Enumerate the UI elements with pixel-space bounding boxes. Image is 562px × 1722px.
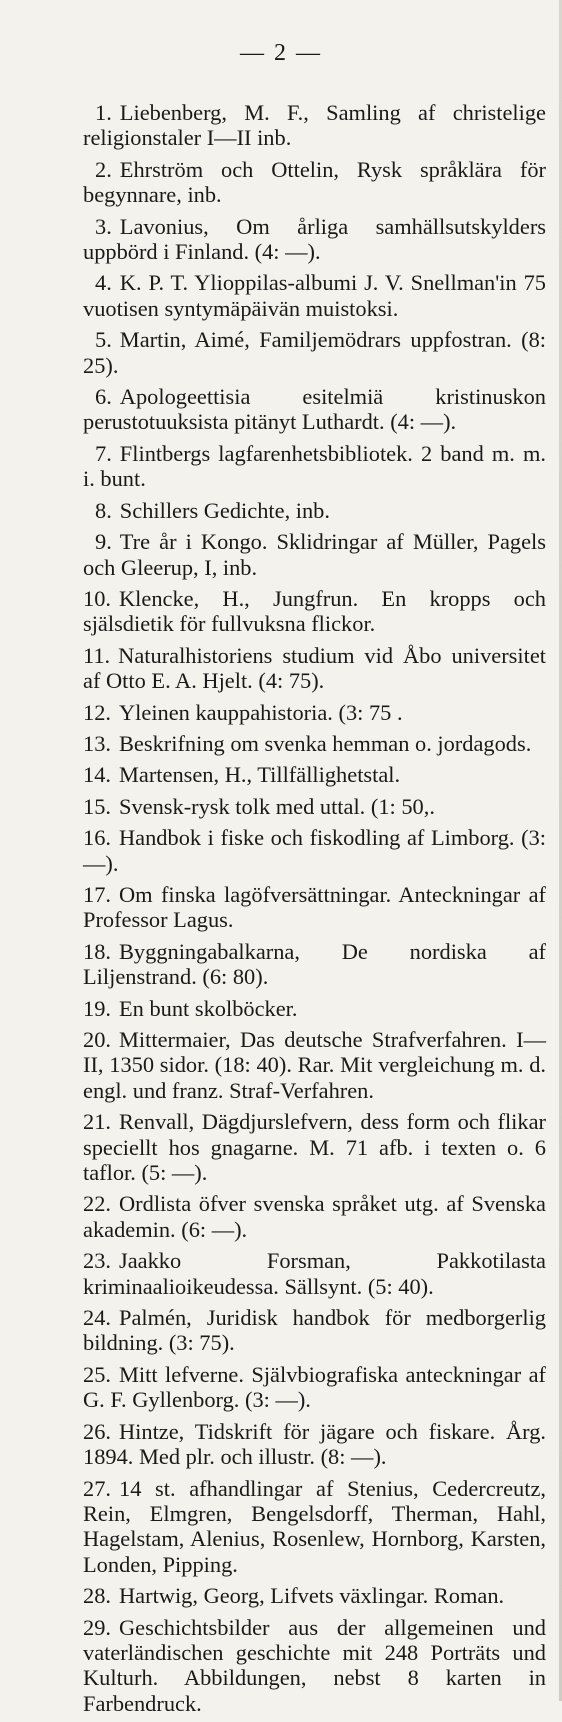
- entry-text: Yleinen kauppahistoria. (3: 75 .: [119, 699, 403, 725]
- catalogue-entry: [83, 441, 546, 492]
- entry-text: Geschichtsbilder aus der allgemeinen und vaterländischen geschichte mit 248 Porträts und Kulturh. Abbildungen, nebst 8 karten in Farbendruck.: [83, 1614, 546, 1716]
- entry-number: 1.: [95, 100, 112, 125]
- entry-text: Beskrifning om svenka hemman o. jordagods.: [119, 730, 532, 756]
- catalogue-entry: [83, 498, 546, 523]
- catalogue-entry: [83, 529, 546, 580]
- entry-text: Apologeettisia esitelmiä kristinuskon perustotuuksista pitänyt Luthardt. (4: —).: [83, 384, 546, 435]
- catalogue-entry: [83, 882, 546, 933]
- entry-number: 28.: [83, 1583, 111, 1609]
- catalogue-entry: [83, 384, 546, 435]
- catalogue-entry: [83, 1362, 546, 1413]
- entry-text: Jaakko Forsman, Pakkotilasta kriminaalioikeudessa. Sällsynt. (5: 40).: [83, 1248, 546, 1299]
- entry-text: 14 st. afhandlingar af Stenius, Cedercreutz, Rein, Elmgren, Bengelsdorff, Therman, Hahl, Hagelstam, Alenius, Rosenlew, Hornborg, Karsten, Londen, Pipping.: [83, 1475, 546, 1577]
- catalogue-entry: [83, 1248, 546, 1299]
- entry-number: 18.: [83, 938, 111, 964]
- catalogue-entry: [83, 700, 546, 725]
- entry-text: Naturalhistoriens studium vid Åbo universitet af Otto E. A. Hjelt. (4: 75).: [83, 642, 546, 694]
- entry-text: Klencke, H., Jungfrun. En kropps och själsdietik för fullvuksna flickor.: [83, 585, 546, 637]
- catalogue-entry: [83, 1305, 546, 1356]
- entry-number: 20.: [83, 1027, 111, 1052]
- catalogue-entry: [83, 214, 546, 265]
- entry-text: Ehrström och Ottelin, Rysk språklära för begynnare, inb.: [83, 156, 546, 208]
- catalogue-entry: [83, 1109, 546, 1185]
- catalogue-entry: [83, 939, 546, 990]
- entry-text: Hartwig, Georg, Lifvets växlingar. Roman.: [119, 1583, 505, 1609]
- entry-text: Mittermaier, Das deutsche Strafverfahren. I—II, 1350 sidor. (18: 40). Rar. Mit vergleichung m. d. engl. und franz. Straf-Verfahren.: [83, 1027, 546, 1103]
- catalogue-entry: [83, 731, 546, 756]
- entry-number: 29.: [83, 1614, 111, 1640]
- catalogue-entry: [83, 762, 546, 787]
- entry-number: 10.: [83, 585, 111, 611]
- catalogue-entry: [83, 1419, 546, 1470]
- entry-number: 14.: [83, 762, 111, 788]
- entry-number: 24.: [83, 1305, 111, 1331]
- entry-text: Svensk-rysk tolk med uttal. (1: 50,.: [119, 793, 435, 819]
- entry-text: Hintze, Tidskrift för jägare och fiskare. Årg. 1894. Med plr. och illustr. (8: —).: [83, 1418, 546, 1470]
- entry-text: Ordlista öfver svenska språket utg. af Svenska akademin. (6: —).: [83, 1191, 546, 1242]
- catalogue-entry: [83, 996, 546, 1021]
- entry-number: 27.: [83, 1475, 111, 1501]
- entry-number: 12.: [83, 699, 111, 725]
- entry-text: Renvall, Dägdjurslefvern, dess form och flikar speciellt hos gnagarne. M. 71 afb. i texten o. 6 taflor. (5: —).: [83, 1109, 546, 1186]
- page-number: — 2 —: [240, 40, 322, 66]
- entry-number: 25.: [83, 1361, 111, 1387]
- entry-text: Palmén, Juridisk handbok för medborgerlig bildning. (3: 75).: [83, 1305, 546, 1356]
- catalogue-entry: [83, 100, 546, 151]
- entry-number: 9.: [95, 529, 112, 555]
- entry-text: Martensen, H., Tillfällighetstal.: [119, 762, 401, 788]
- entry-text: Om finska lagöfversättningar. Anteckningar af Professor Lagus.: [83, 881, 546, 933]
- entry-text: Lavonius, Om årliga samhällsutskylders uppbörd i Finland. (4: —).: [83, 213, 546, 265]
- catalogue-entry: [83, 586, 546, 637]
- entry-number: 5.: [95, 327, 112, 353]
- entry-number: 17.: [83, 881, 111, 907]
- entry-number: 7.: [95, 440, 112, 466]
- entry-text: Handbok i fiske och fiskodling af Limborg. (3: —).: [83, 825, 546, 876]
- entry-number: 22.: [83, 1191, 111, 1217]
- entry-number: 8.: [95, 497, 112, 523]
- entry-text: Martin, Aimé, Familjemödrars uppfostran. (8: 25).: [83, 327, 546, 378]
- entry-text: Mitt lefverne. Självbiografiska anteckningar af G. F. Gyllenborg. (3: —).: [83, 1361, 546, 1413]
- entry-text: Schillers Gedichte, inb.: [119, 497, 330, 523]
- catalogue-entry: [83, 327, 546, 378]
- entry-number: 13.: [83, 730, 111, 756]
- catalogue-entry: [83, 825, 546, 876]
- catalogue-entry: [83, 157, 546, 208]
- entry-number: 15.: [83, 793, 111, 819]
- entry-number: 21.: [83, 1109, 111, 1135]
- entry-number: 23.: [83, 1248, 111, 1274]
- catalogue-entry: [83, 270, 546, 321]
- entry-number: 2.: [95, 156, 112, 182]
- catalogue-entry: [83, 1583, 546, 1608]
- entry-text: En bunt skolböcker.: [119, 995, 298, 1021]
- catalogue-entry: [83, 1476, 546, 1578]
- entry-number: 19.: [83, 995, 111, 1021]
- entry-number: 4.: [95, 270, 112, 296]
- entry-text: K. P. T. Ylioppilas-albumi J. V. Snellman'in 75 vuotisen syntymäpäivän muistoksi.: [83, 270, 546, 321]
- entry-number: 6.: [95, 384, 112, 410]
- catalogue-entry: [83, 1027, 546, 1103]
- entry-text: Tre år i Kongo. Sklidringar af Müller, Pagels och Gleerup, I, inb.: [83, 529, 546, 580]
- catalogue-list: [83, 100, 546, 1722]
- catalogue-entry: [83, 1191, 546, 1242]
- entry-number: 26.: [83, 1418, 111, 1444]
- entry-text: Byggningabalkarna, De nordiska af Liljenstrand. (6: 80).: [83, 938, 546, 990]
- entry-text: Liebenberg, M. F., Samling af christelige religionstaler I—II inb.: [83, 100, 546, 151]
- catalogue-entry: [83, 643, 546, 694]
- entry-number: 3.: [95, 213, 112, 239]
- entry-number: 11.: [83, 642, 111, 668]
- entry-number: 16.: [83, 825, 111, 851]
- catalogue-entry: [83, 794, 546, 819]
- entry-text: Flintbergs lagfarenhetsbibliotek. 2 band m. m. i. bunt.: [83, 440, 546, 492]
